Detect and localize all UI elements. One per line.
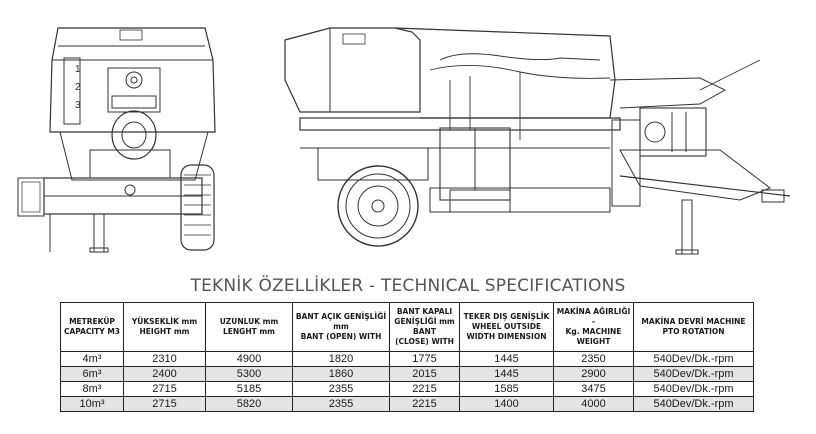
table-cell: 2715	[124, 382, 206, 397]
table-cell: 2015	[390, 367, 460, 382]
front-view-drawing	[18, 28, 215, 252]
table-cell: 1400	[460, 397, 554, 412]
gauge-label-1: 1	[75, 64, 81, 75]
table-cell: 6m³	[61, 367, 124, 382]
table-cell: 1860	[293, 367, 390, 382]
table-cell: 1585	[460, 382, 554, 397]
table-row	[61, 397, 754, 412]
table-cell: 1445	[460, 352, 554, 367]
table-cell: 540Dev/Dk.-rpm	[634, 352, 754, 367]
header-length: UZUNLUK mm LENGHT mm	[206, 303, 293, 352]
table-cell: 4000	[554, 397, 634, 412]
table-cell: 1820	[293, 352, 390, 367]
table-cell: 5820	[206, 397, 293, 412]
table-cell: 2355	[293, 397, 390, 412]
table-header-row	[61, 303, 754, 352]
table-cell: 1775	[390, 352, 460, 367]
table-cell: 5185	[206, 382, 293, 397]
table-cell: 540Dev/Dk.-rpm	[634, 397, 754, 412]
header-belt-open-width: BANT AÇIK GENİŞLİĞİ mm BANT (OPEN) WITH	[293, 303, 390, 352]
table-cell: 2215	[390, 382, 460, 397]
table-cell: 2355	[293, 382, 390, 397]
table-cell: 2215	[390, 397, 460, 412]
gauge-label-2: 2	[75, 82, 81, 93]
table-cell: 4m³	[61, 352, 124, 367]
table-cell: 3475	[554, 382, 634, 397]
table-row	[61, 367, 754, 382]
table-cell: 8m³	[61, 382, 124, 397]
table-cell: 540Dev/Dk.-rpm	[634, 382, 754, 397]
table-row	[61, 352, 754, 367]
table-cell: 1445	[460, 367, 554, 382]
technical-specifications-table	[60, 302, 754, 412]
table-cell: 540Dev/Dk.-rpm	[634, 367, 754, 382]
table-row	[61, 382, 754, 397]
table-cell: 2715	[124, 397, 206, 412]
table-cell: 5300	[206, 367, 293, 382]
table-cell: 10m³	[61, 397, 124, 412]
header-machine-weight: MAKİNA AĞIRLIĞI - Kg. MACHINE WEIGHT	[554, 303, 634, 352]
table-cell: 2900	[554, 367, 634, 382]
gauge-label-3: 3	[75, 100, 81, 111]
technical-specifications-title: TEKNİK ÖZELLİKLER - TECHNICAL SPECIFICATIONS	[190, 276, 626, 296]
header-wheel-outside-width: TEKER DIŞ GENİŞLİK WHEEL OUTSIDE WIDTH DIMENSION	[460, 303, 554, 352]
side-view-drawing	[285, 28, 790, 254]
table-cell: 2350	[554, 352, 634, 367]
header-belt-close-width: BANT KAPALI GENİŞLİĞİ mm BANT (CLOSE) WITH	[390, 303, 460, 352]
header-pto-rotation: MAKİNA DEVRİ MACHINE PTO ROTATION	[634, 303, 754, 352]
table-cell: 2310	[124, 352, 206, 367]
header-height: YÜKSEKLİK mm HEIGHT mm	[124, 303, 206, 352]
table-cell: 4900	[206, 352, 293, 367]
table-cell: 2400	[124, 367, 206, 382]
header-capacity: METREKÜP CAPACITY M3	[61, 303, 124, 352]
